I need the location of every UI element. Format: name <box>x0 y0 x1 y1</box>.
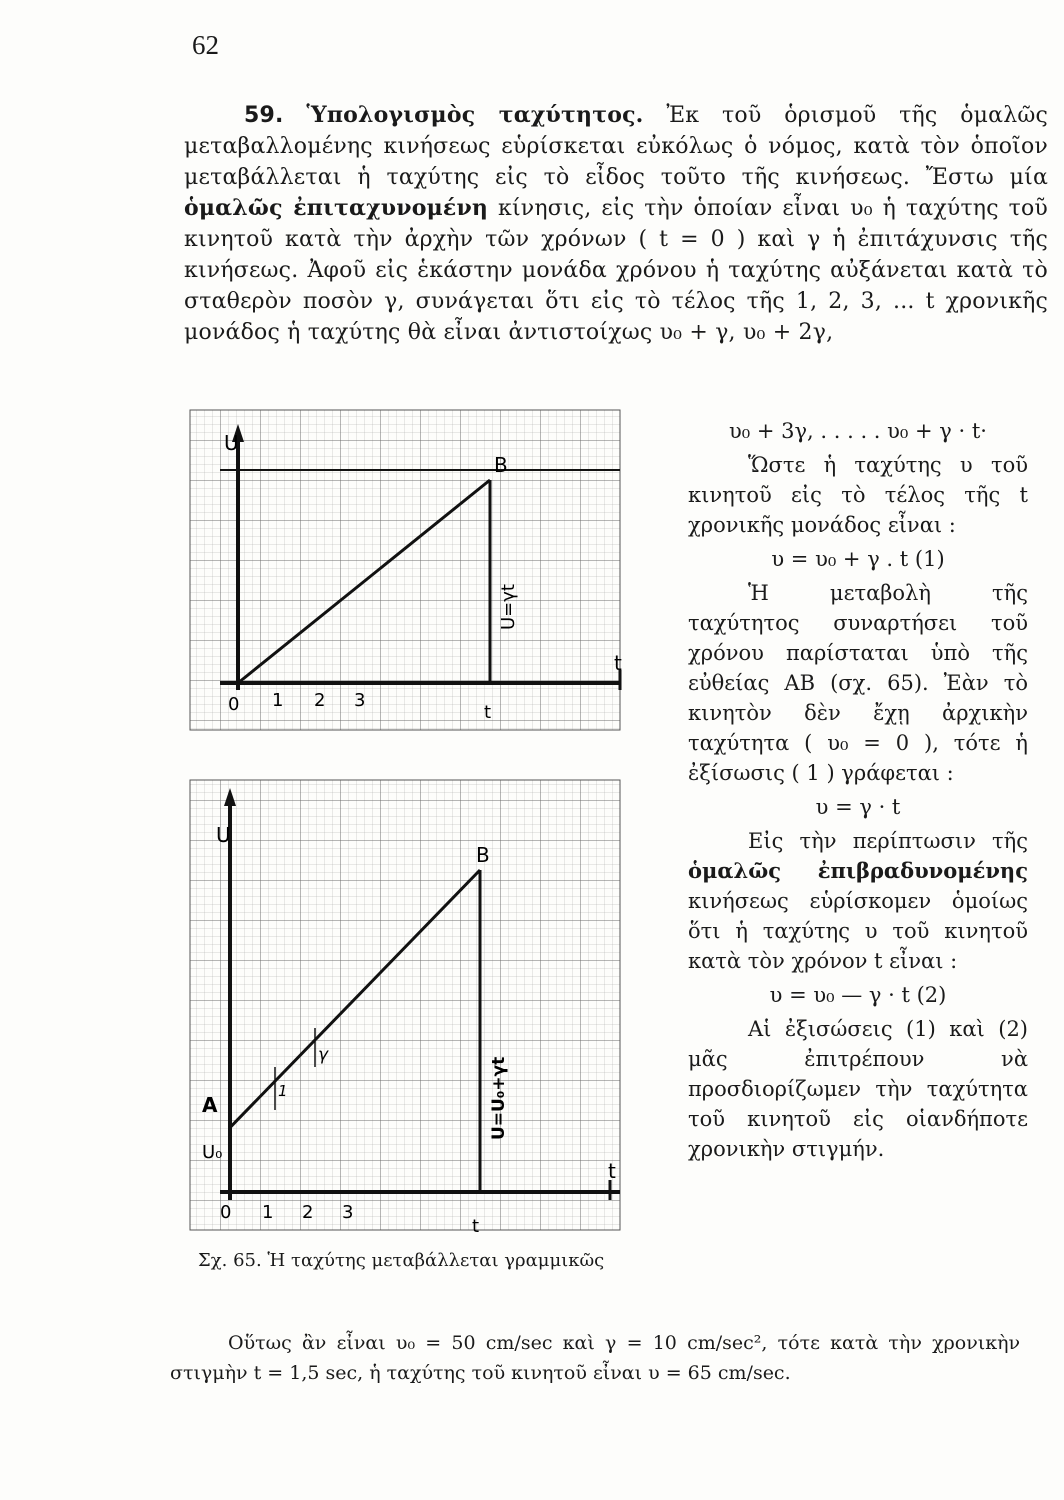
section-title: Ὑπολογισμὸς ταχύτητος. <box>306 102 644 128</box>
paragraph-text: Ἡ μεταβολὴ τῆς ταχύτητος συναρτήσει τοῦ χρόνου παρίσταται ὑπὸ τῆς εὐθείας AB (σχ. 65). Ἐὰν τὸ κινητὸν δὲν ἔχῃ ἀρχικὴν ταχύτητα ( υ₀ = 0 ), τότε ἡ ἐξίσωσις ( 1 ) γράφεται : <box>688 581 1028 785</box>
u0-label: U₀ <box>202 1142 223 1163</box>
page-number: 62 <box>192 30 219 60</box>
series-continuation: υ₀ + 3γ, . . . . . υ₀ + γ · t· <box>729 419 987 443</box>
gamma-label: γ <box>318 1045 329 1065</box>
bottom-graph <box>190 780 620 1237</box>
paragraph-text: Ὥστε ἡ ταχύτης υ τοῦ κινητοῦ εἰς τὸ τέλος τῆς t χρονικῆς μονάδος εἶναι : <box>688 453 1028 537</box>
equation-1: υ = υ₀ + γ . t (1) <box>771 547 945 571</box>
y-axis-label: U <box>216 823 231 847</box>
y-axis-label: U <box>224 431 239 455</box>
origin-label: 0 <box>228 694 240 715</box>
tick-label: 3 <box>354 690 366 711</box>
paragraph-text: Εἰς τὴν περίπτωσιν τῆς <box>748 829 1028 853</box>
tick-label: 1 <box>272 690 284 711</box>
emphasis-term: ὁμαλῶς ἐπιβραδυνομένης <box>688 858 1028 883</box>
section-number: 59. <box>244 103 284 128</box>
figure-65 <box>180 400 630 1240</box>
emphasis-term: ὁμαλῶς ἐπιταχυνομένη <box>184 195 489 221</box>
side-column <box>688 412 1028 1164</box>
example-paragraph <box>170 1328 1020 1388</box>
point-b-label: B <box>494 453 508 477</box>
figure-caption: Σχ. 65. Ἡ ταχύτης μεταβάλλεται γραμμικῶς <box>198 1250 605 1271</box>
equation-velocity-no-initial: υ = γ · t <box>815 795 901 819</box>
section-body <box>184 100 1048 348</box>
tick-label: 1 <box>262 1202 274 1223</box>
t-mark-label: t <box>472 1216 480 1237</box>
example-text: Οὕτως ἂν εἶναι υ₀ = 50 cm/sec καὶ γ = 10 cm/sec², τότε κατὰ τὴν χρονικὴν στιγμὴν t = 1,5 sec, ἡ ταχύτης τοῦ κινητοῦ εἶναι υ = 65 cm/sec. <box>170 1332 1020 1384</box>
point-b-label: B <box>476 843 490 867</box>
x-axis-label: t <box>608 1159 616 1183</box>
tick-label: 2 <box>302 1202 314 1223</box>
velocity-graphs <box>180 400 630 1240</box>
equation-2: υ = υ₀ — γ · t (2) <box>769 983 947 1007</box>
paragraph-text: κίνησις, εἰς τὴν ὁποίαν εἶναι υ₀ ἡ ταχύτης τοῦ κινητοῦ κατὰ τὴν ἀρχὴν τῶν χρόνων ( t = 0 ) καὶ γ ἡ ἐπιτάχυνσις τῆς κινήσεως. Ἀφοῦ εἰς ἑκάστην μονάδα χρόνου ἡ ταχύτης αὐξάνεται κατὰ τὸ σταθερὸν ποσὸν γ, συνάγεται ὅτι εἰς τὸ τέλος τῆς 1, 2, 3, ... t χρονικῆς μονάδος ἡ ταχύτης θὰ εἶναι ἀντιστοίχως υ₀ + γ, υ₀ + 2γ, <box>184 196 1048 345</box>
t-mark-label: t <box>484 702 492 723</box>
segment-label: U=γt <box>498 584 519 630</box>
origin-label: 0 <box>220 1202 232 1223</box>
tick-label: 3 <box>342 1202 354 1223</box>
paragraph-text: Ἐκ τοῦ ὁρισμοῦ τῆς ὁμαλῶς μεταβαλλομένης κινήσεως εὑρίσκεται εὐκόλως ὁ νόμος, κατὰ τὸν ὁποῖον μεταβάλλεται ἡ ταχύτης εἰς τὸ εἶδος τοῦτο τῆς κινήσεως. Ἔστω μία <box>184 103 1049 190</box>
unit-step-label: 1 <box>278 1082 288 1100</box>
segment-label: U=U₀+γt <box>489 1056 509 1140</box>
top-graph <box>190 410 622 730</box>
point-a-label: A <box>202 1093 218 1117</box>
paragraph-text <box>688 826 1028 976</box>
tick-label: 2 <box>314 690 326 711</box>
x-axis-label: t <box>614 651 622 675</box>
paragraph-text: κινήσεως εὑρίσκομεν ὁμοίως ὅτι ἡ ταχύτης υ τοῦ κινητοῦ κατὰ τὸν χρόνον t εἶναι : <box>688 889 1028 973</box>
paragraph-text: Αἱ ἐξισώσεις (1) καὶ (2) μᾶς ἐπιτρέπουν νὰ προσδιορίζωμεν τὴν ταχύτητα τοῦ κινητοῦ εἰς οἱανδήποτε χρονικὴν στιγμήν. <box>688 1017 1028 1161</box>
grid-paper <box>190 780 620 1230</box>
